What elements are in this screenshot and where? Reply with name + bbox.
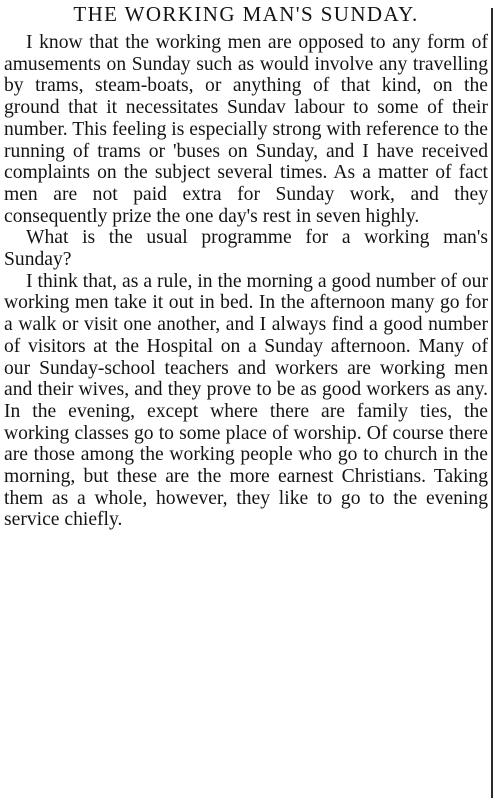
paragraph-question: What is the usual programme for a working man's Sunday? <box>4 227 488 271</box>
paragraph-opinion: I know that the working men are opposed to any form of amusements on Sunday such as would involve any travelling by trams, steam-boats, or anything of that kind, on the ground that it necessitates Sundav labour to some of their number. This feeling is especially strong with reference to the running of trams or 'buses on Sunday, and I have received complaints on the subject several times. As a matter of fact men are not paid extra for Sunday work, and they consequently prize the one day's rest in seven highly. <box>4 32 488 227</box>
article-headline: THE WORKING MAN'S SUNDAY. <box>73 2 419 26</box>
column-rule <box>491 8 493 798</box>
paragraph-answer: I think that, as a rule, in the morning a good number of our working men take it out in bed. In the afternoon many go for a walk or visit one another, and I always find a good number of visitors at the Hospital on a Sunday afternoon. Many of our Sunday-school teachers and workers are working men and their wives, and they prove to be as good workers as any. In the evening, except where there are family ties, the working classes go to some place of worship. Of course there are those among the working people who go to church in the morning, but these are the more earnest Christians. Taking them as a whole, however, they like to go to the evening service chiefly. <box>4 270 488 531</box>
